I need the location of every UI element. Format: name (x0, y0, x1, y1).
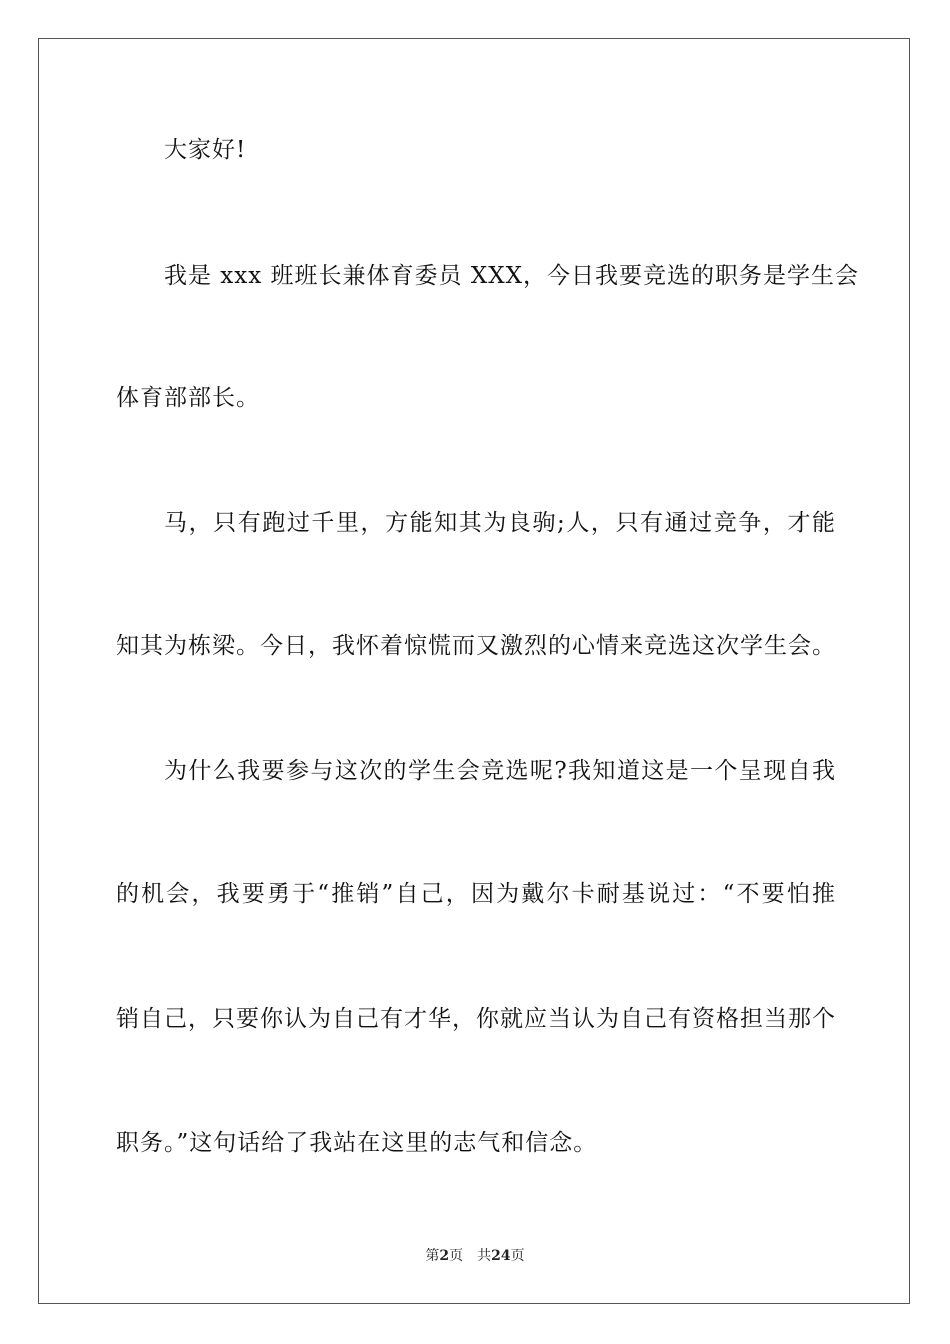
paragraph-3-line-1: 为什么我要参与这次的学生会竞选呢?我知道这是一个呈现自我 (164, 758, 836, 784)
paragraph-1-line-1: 我是 xxx 班班长兼体育委员 XXX，今日我要竞选的职务是学生会 (164, 263, 859, 289)
footer-page-prefix: 第 (425, 1248, 440, 1264)
greeting-line: 大家好! (164, 137, 247, 163)
footer-page-suffix: 页 (449, 1248, 464, 1264)
footer-total-prefix: 共 (477, 1248, 492, 1264)
paragraph-3-line-3: 销自己，只要你认为自己有才华，你就应当认为自己有资格担当那个 (116, 1006, 836, 1032)
paragraph-3-line-2: 的机会，我要勇于“推销”自己，因为戴尔卡耐基说过：“不要怕推 (116, 881, 836, 907)
footer-page-number: 2 (439, 1248, 450, 1264)
footer-total-pages: 24 (491, 1248, 511, 1264)
paragraph-3-line-4: 职务。”这句话给了我站在这里的志气和信念。 (116, 1130, 598, 1156)
page-border (38, 38, 910, 1304)
footer-total-suffix: 页 (510, 1248, 525, 1264)
paragraph-1-line-2: 体育部部长。 (116, 385, 260, 411)
paragraph-2-line-2: 知其为栋梁。今日，我怀着惊慌而又激烈的心情来竞选这次学生会。 (116, 633, 836, 659)
page-footer (0, 1247, 950, 1265)
paragraph-2-line-1: 马，只有跑过千里，方能知其为良驹;人，只有通过竞争，才能 (164, 510, 836, 536)
